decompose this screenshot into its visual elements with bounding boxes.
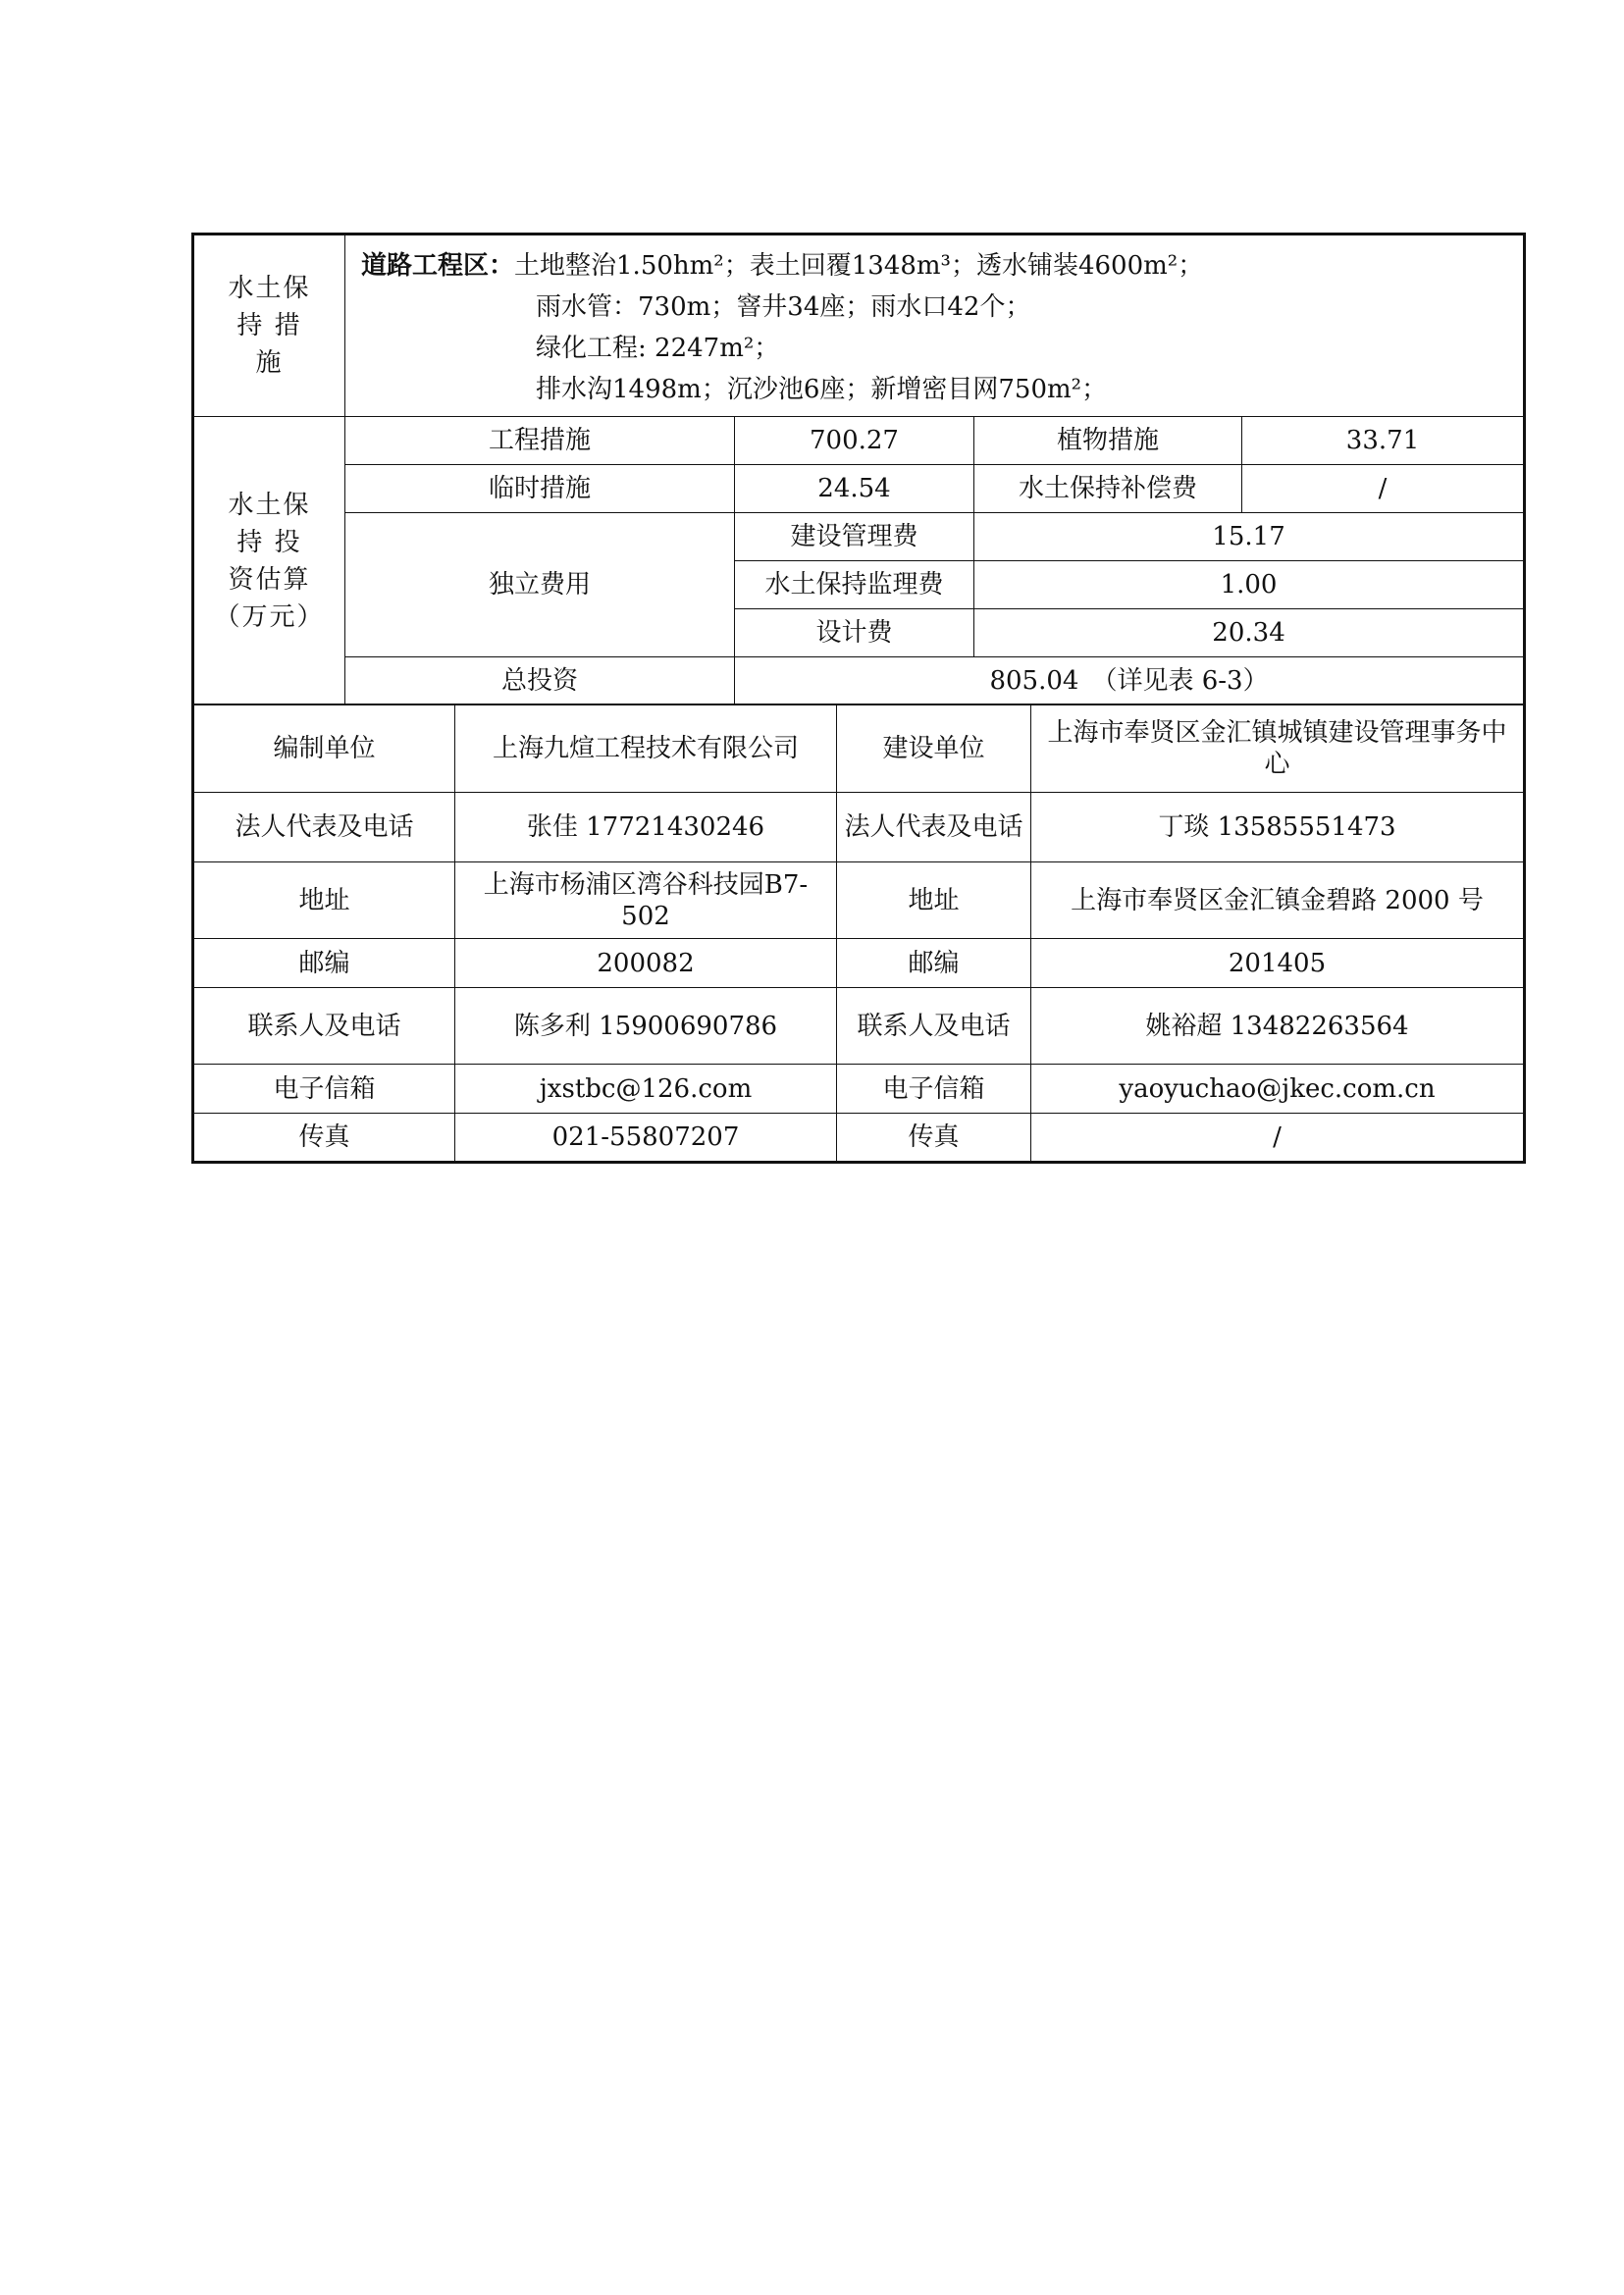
- total-value: 805.04 （详见表 6-3）: [735, 657, 1525, 705]
- measures-line: 绿化工程: 2247m²；: [536, 334, 780, 363]
- contact-row: [193, 1065, 1525, 1114]
- contact-row: [193, 988, 1525, 1065]
- engineering-label: 工程措施: [345, 417, 735, 465]
- contact-value-left: 陈多利 15900690786: [455, 988, 837, 1065]
- investment-row: [193, 465, 1525, 513]
- measures-line: 排水沟1498m；沉沙池6座；新增密目网750m²；: [536, 375, 1108, 404]
- builder-value: 上海市奉贤区金汇镇城镇建设管理事务中心: [1031, 704, 1525, 793]
- postcode-value-right: 201405: [1031, 939, 1525, 988]
- temporary-label: 临时措施: [345, 465, 735, 513]
- postcode-label-left: 邮编: [193, 939, 455, 988]
- address-label-left: 地址: [193, 862, 455, 939]
- measures-label-line: 施: [255, 348, 284, 378]
- compensation-label: 水土保持补偿费: [974, 465, 1242, 513]
- engineering-value: 700.27: [735, 417, 974, 465]
- measures-label: [193, 235, 345, 417]
- soil-conservation-table: [191, 233, 1526, 705]
- contact-row: [193, 704, 1525, 793]
- measures-text: 土地整治1.50hm²；表土回覆1348m³；透水铺装4600m²；: [514, 251, 1204, 281]
- investment-label-line: 水土保: [228, 490, 311, 520]
- supervision-label: 水土保持监理费: [735, 561, 974, 609]
- contact-label-right: 联系人及电话: [837, 988, 1031, 1065]
- measures-label-line: 持 措: [236, 311, 302, 340]
- legal-rep-value-left: 张佳 17721430246: [455, 793, 837, 862]
- legal-rep-label-right: 法人代表及电话: [837, 793, 1031, 862]
- investment-label-line: 持 投: [236, 527, 302, 557]
- investment-row: [193, 513, 1525, 561]
- compiler-label: 编制单位: [193, 704, 455, 793]
- email-value-right: yaoyuchao@jkec.com.cn: [1031, 1065, 1525, 1114]
- contact-label-left: 联系人及电话: [193, 988, 455, 1065]
- contact-table: [191, 704, 1526, 1164]
- builder-label: 建设单位: [837, 704, 1031, 793]
- fax-label-left: 传真: [193, 1114, 455, 1163]
- compensation-value: /: [1242, 465, 1525, 513]
- plant-label: 植物措施: [974, 417, 1242, 465]
- independent-label: 独立费用: [345, 513, 735, 657]
- measures-line: [361, 245, 1509, 287]
- supervision-value: 1.00: [974, 561, 1525, 609]
- postcode-value-left: 200082: [455, 939, 837, 988]
- temporary-value: 24.54: [735, 465, 974, 513]
- legal-rep-value-right: 丁琰 13585551473: [1031, 793, 1525, 862]
- fax-label-right: 传真: [837, 1114, 1031, 1163]
- legal-rep-label-left: 法人代表及电话: [193, 793, 455, 862]
- design-label: 设计费: [735, 609, 974, 657]
- investment-label-line: 资估算: [228, 564, 311, 595]
- investment-row: [193, 417, 1525, 465]
- investment-label: [193, 417, 345, 705]
- email-value-left: jxstbc@126.com: [455, 1065, 837, 1114]
- fax-value-right: /: [1031, 1114, 1525, 1163]
- area-title: 道路工程区：: [361, 251, 515, 281]
- total-label: 总投资: [345, 657, 735, 705]
- measures-line: 雨水管：730m；窨井34座；雨水口42个；: [536, 292, 1031, 322]
- design-value: 20.34: [974, 609, 1525, 657]
- email-label-left: 电子信箱: [193, 1065, 455, 1114]
- measures-content: [345, 235, 1525, 417]
- investment-label-line: （万元）: [214, 601, 325, 632]
- address-value-left: 上海市杨浦区湾谷科技园B7-502: [455, 862, 837, 939]
- contact-row: [193, 862, 1525, 939]
- compiler-value: 上海九煊工程技术有限公司: [455, 704, 837, 793]
- contact-row: [193, 939, 1525, 988]
- postcode-label-right: 邮编: [837, 939, 1031, 988]
- measures-row: [193, 235, 1525, 417]
- fax-value-left: 021-55807207: [455, 1114, 837, 1163]
- contact-row: [193, 1114, 1525, 1163]
- address-label-right: 地址: [837, 862, 1031, 939]
- plant-value: 33.71: [1242, 417, 1525, 465]
- contact-row: [193, 793, 1525, 862]
- contact-value-right: 姚裕超 13482263564: [1031, 988, 1525, 1065]
- email-label-right: 电子信箱: [837, 1065, 1031, 1114]
- construction-mgmt-label: 建设管理费: [735, 513, 974, 561]
- investment-row: [193, 657, 1525, 705]
- measures-label-line: 水土保: [228, 274, 311, 303]
- address-value-right: 上海市奉贤区金汇镇金碧路 2000 号: [1031, 862, 1525, 939]
- construction-mgmt-value: 15.17: [974, 513, 1525, 561]
